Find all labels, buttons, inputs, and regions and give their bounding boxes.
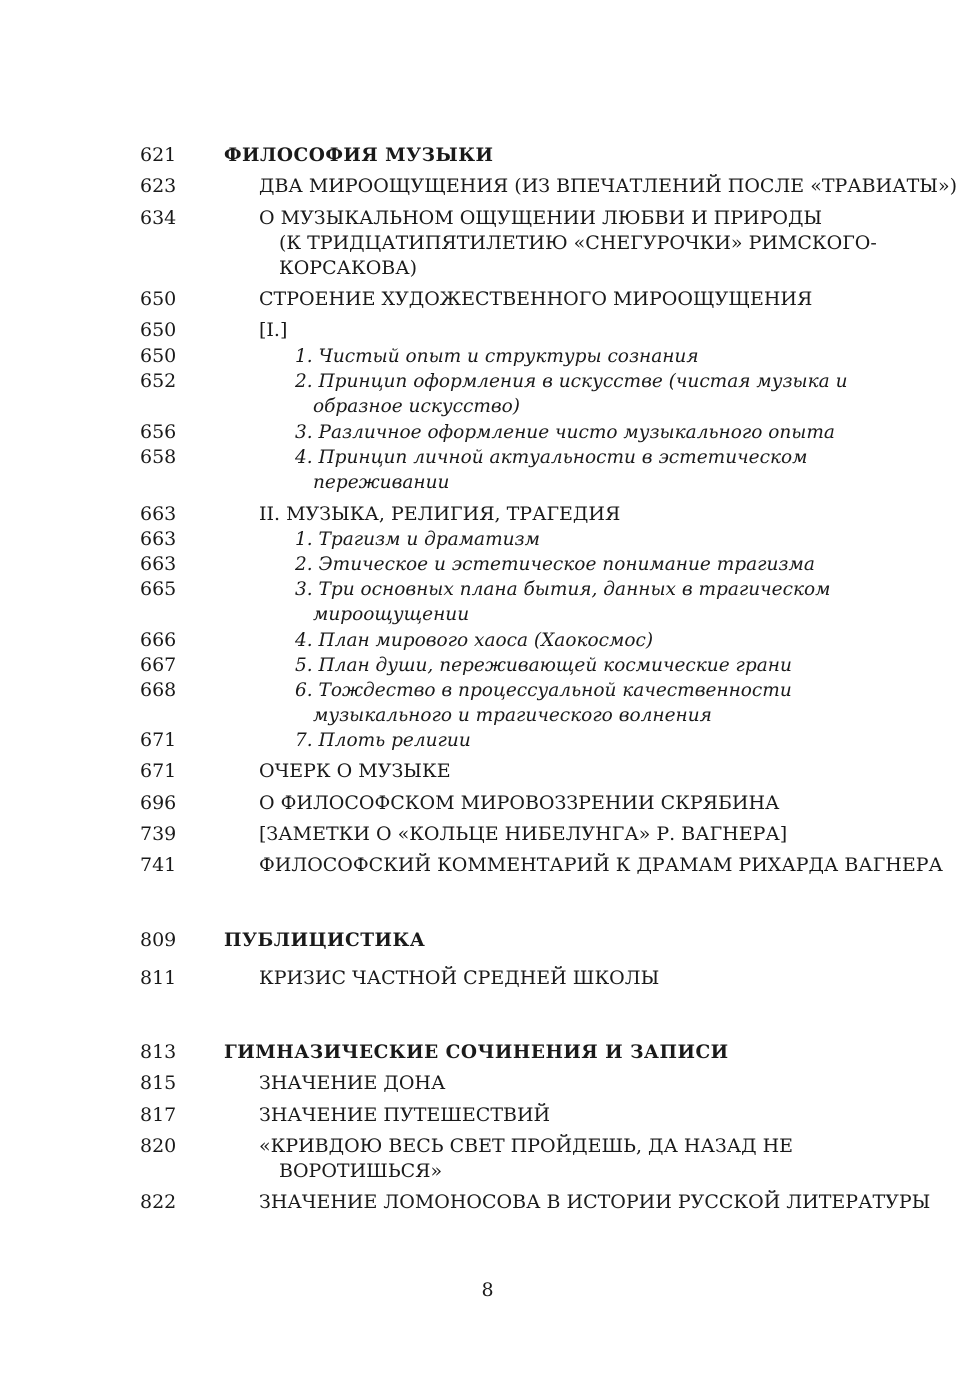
entry-title: 6. Тождество в процессуальной качественности музыкального и трагического волнения [295,680,792,726]
page-number: 811 [140,967,177,989]
entry-title: 2. Этическое и эстетическое понимание трагизма [295,554,815,575]
page-folio: 8 [481,1279,494,1301]
page-number: 667 [140,654,177,676]
page-number: 663 [140,503,177,525]
page-number: 741 [140,854,177,876]
page-number: 666 [140,629,177,651]
page-number: 696 [140,792,177,814]
page-number: 815 [140,1072,177,1094]
page-number: 671 [140,760,177,782]
page-number: 650 [140,345,177,367]
page-number: 652 [140,370,177,392]
entry-title: ОЧЕРК О МУЗЫКЕ [259,760,451,782]
entry-title: СТРОЕНИЕ ХУДОЖЕСТВЕННОГО МИРООЩУЩЕНИЯ [259,288,813,310]
page-number: 634 [140,207,177,229]
entry-title: ЗНАЧЕНИЕ ЛОМОНОСОВА В ИСТОРИИ РУССКОЙ ЛИТЕРАТУРЫ [259,1191,931,1213]
page-number: 650 [140,288,177,310]
page-number: 820 [140,1135,177,1157]
entry-title: [I.] [259,319,288,341]
page-number: 621 [140,144,177,166]
page-number: 623 [140,175,177,197]
entry-title: ФИЛОСОФСКИЙ КОММЕНТАРИЙ К ДРАМАМ РИХАРДА ВАГНЕРА [259,854,943,876]
section-title: ГИМНАЗИЧЕСКИЕ СОЧИНЕНИЯ И ЗАПИСИ [224,1042,729,1063]
entry-title: ЗНАЧЕНИЕ ДОНА [259,1072,446,1094]
page-number: 739 [140,823,177,845]
entry-title: 3. Различное оформление чисто музыкального опыта [295,422,835,443]
page-number: 663 [140,553,177,575]
page-number: 663 [140,528,177,550]
entry-title: О ФИЛОСОФСКОМ МИРОВОЗЗРЕНИИ СКРЯБИНА [259,792,780,814]
page-number: 665 [140,578,177,600]
page-number: 650 [140,319,177,341]
section-title: ФИЛОСОФИЯ МУЗЫКИ [224,145,494,166]
entry-title: [ЗАМЕТКИ О «КОЛЬЦЕ НИБЕЛУНГА» Р. ВАГНЕРА] [259,823,788,845]
page-number: 813 [140,1041,177,1063]
section-title: ПУБЛИЦИСТИКА [224,930,426,951]
page-number: 809 [140,929,177,951]
entry-title: 3. Три основных плана бытия, данных в трагическом мироощущении [295,579,831,625]
page-number: 668 [140,679,177,701]
entry-title: 5. План души, переживающей космические грани [295,655,792,676]
entry-title: КРИЗИС ЧАСТНОЙ СРЕДНЕЙ ШКОЛЫ [259,967,660,989]
page-number: 671 [140,729,177,751]
entry-title: 7. Плоть религии [295,730,471,751]
page-number: 658 [140,446,177,468]
entry-title: «КРИВДОЮ ВЕСЬ СВЕТ ПРОЙДЕШЬ, ДА НАЗАД НЕ ВОРОТИШЬСЯ» [259,1135,794,1182]
entry-title: 1. Трагизм и драматизм [295,529,540,550]
page-number: 656 [140,421,177,443]
entry-title: ЗНАЧЕНИЕ ПУТЕШЕСТВИЙ [259,1104,551,1126]
entry-title: О МУЗЫКАЛЬНОМ ОЩУЩЕНИИ ЛЮБВИ И ПРИРОДЫ (К ТРИДЦАТИПЯТИЛЕТИЮ «СНЕГУРОЧКИ» РИМСКОГО- КОРСАКОВА) [259,207,877,279]
entry-title: 4. Принцип личной актуальности в эстетическом переживании [295,447,808,493]
page-number: 822 [140,1191,177,1213]
entry-title: 4. План мирового хаоса (Хаокосмос) [295,630,654,651]
page-number: 817 [140,1104,177,1126]
entry-title: ДВА МИРООЩУЩЕНИЯ (ИЗ ВПЕЧАТЛЕНИЙ ПОСЛЕ «ТРАВИАТЫ») [259,175,958,197]
entry-title: 1. Чистый опыт и структуры сознания [295,346,699,367]
entry-title: II. МУЗЫКА, РЕЛИГИЯ, ТРАГЕДИЯ [259,503,621,525]
entry-title: 2. Принцип оформления в искусстве (чистая музыка и образное искусство) [295,371,848,417]
